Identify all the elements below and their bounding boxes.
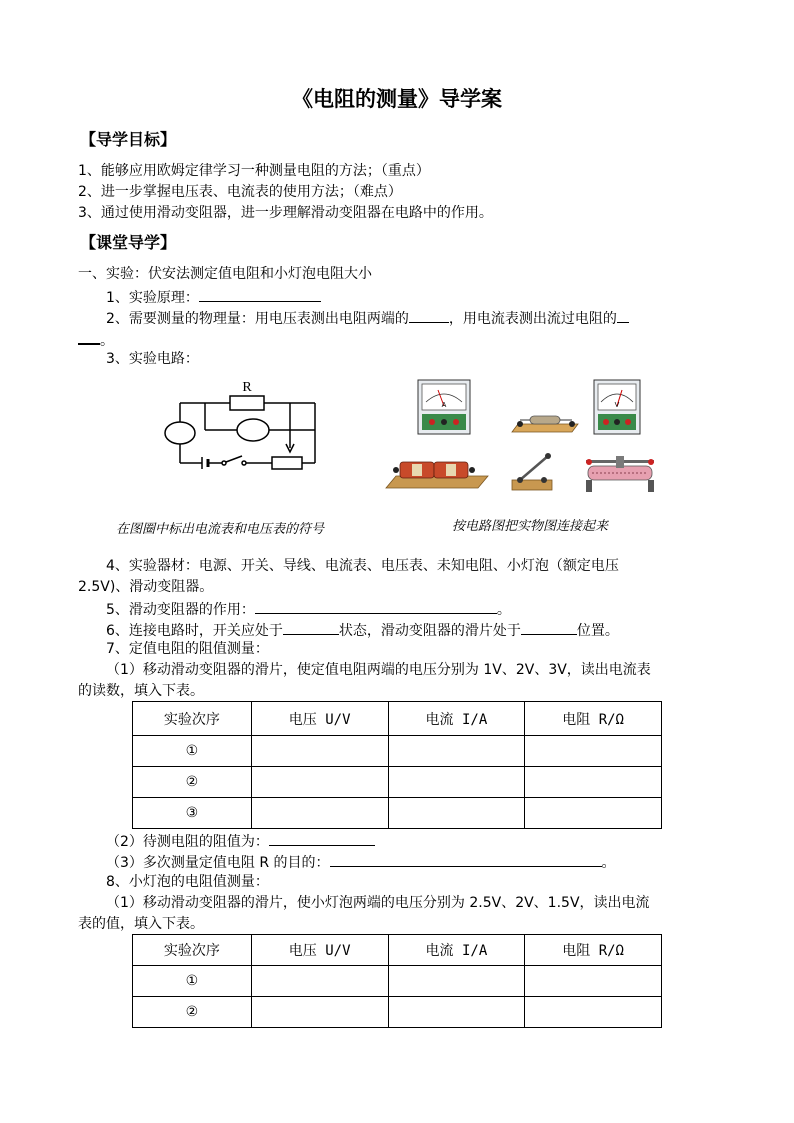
row-index-cell: ①: [133, 736, 252, 767]
voltage-blank[interactable]: [409, 308, 449, 323]
meter-circle-middle: [237, 419, 269, 441]
resistor-device: [512, 416, 578, 432]
current-input-cell[interactable]: [388, 767, 525, 798]
item-rheostat-role-end: 。: [496, 602, 511, 618]
table-header-cell: 电压 U/V: [251, 935, 388, 966]
table-row: [133, 966, 662, 997]
goal-item-2: 2、进一步掌握电压表、电流表的使用方法；（难点）: [78, 184, 402, 200]
caption-apparatus: 按电路图把实物图连接起来: [452, 519, 609, 534]
item-quantities: [106, 308, 629, 328]
goal-item-3: 3、通过使用滑动变阻器，进一步理解滑动变阻器在电路中的作用。: [78, 205, 493, 221]
current-input-cell[interactable]: [388, 997, 525, 1028]
resistance-input-cell[interactable]: [525, 767, 662, 798]
item-equipment-line1: 4、实验器材：电源、开关、导线、电流表、电压表、未知电阻、小灯泡（额定电压: [106, 558, 619, 574]
battery-device: [386, 462, 488, 488]
table-row: [133, 767, 662, 798]
item-lamp-step1-line1: （1）移动滑动变阻器的滑片，使小灯泡两端的电压分别为 2.5V、2V、1.5V，读出电流: [106, 895, 650, 911]
table-header-cell: 电阻 R/Ω: [525, 935, 662, 966]
table-header-cell: 实验次序: [133, 702, 252, 736]
item-connection: [106, 620, 619, 640]
row-index-cell: ②: [133, 997, 252, 1028]
resistance-input-cell[interactable]: [525, 736, 662, 767]
switch-device: [512, 453, 552, 490]
lamp-resistance-table: [132, 934, 662, 1028]
resistance-input-cell[interactable]: [525, 798, 662, 829]
ammeter-device: [418, 380, 470, 434]
principle-blank[interactable]: [199, 287, 321, 302]
item-equipment-line2: 2.5V)、滑动变阻器。: [78, 579, 214, 595]
caption-circuit: 在图圈中标出电流表和电压表的符号: [116, 522, 325, 537]
voltage-input-cell[interactable]: [251, 736, 388, 767]
current-input-cell[interactable]: [388, 966, 525, 997]
page-title: 《电阻的测量》导学案: [292, 87, 502, 111]
table-header-cell: 电流 I/A: [388, 702, 525, 736]
circuit-label-r: R: [242, 380, 252, 395]
fixed-resistor-table: [132, 701, 662, 829]
table-row: [133, 798, 662, 829]
item-principle-label: 1、实验原理：: [106, 290, 199, 306]
current-blank-start[interactable]: [617, 308, 629, 323]
table-header-cell: 电阻 R/Ω: [525, 702, 662, 736]
item-connection-text-c: 位置。: [576, 623, 619, 639]
item-fixed-step1-line1: （1）移动滑动变阻器的滑片，使定值电阻两端的电压分别为 1V、2V、3V，读出电流表: [106, 662, 651, 678]
apparatus-illustration: [382, 376, 672, 501]
table-header-row: [133, 935, 662, 966]
switch-state-blank[interactable]: [283, 620, 339, 635]
table-row: [133, 997, 662, 1028]
voltmeter-device: [594, 380, 640, 434]
item-lamp: 8、小灯泡的电阻值测量：: [106, 874, 269, 890]
item-fixed-step3-label: （3）多次测量定值电阻 R 的目的：: [106, 855, 330, 871]
rheostat-role-blank[interactable]: [255, 599, 497, 614]
voltage-input-cell[interactable]: [251, 966, 388, 997]
row-index-cell: ②: [133, 767, 252, 798]
purpose-blank[interactable]: [330, 852, 602, 867]
section-heading-goals: 【导学目标】: [80, 130, 177, 149]
item-quantities-text-a: 2、需要测量的物理量：用电压表测出电阻两端的: [106, 311, 409, 327]
item-fixed-step1-line2: 的读数，填入下表。: [78, 683, 204, 699]
section-heading-class: 【课堂导学】: [80, 233, 177, 252]
rheostat-device: [586, 456, 654, 492]
table-header-cell: 实验次序: [133, 935, 252, 966]
table-header-row: [133, 702, 662, 736]
item-fixed-resistor: 7、定值电阻的阻值测量：: [106, 641, 269, 657]
item-principle: [106, 287, 321, 307]
ammeter-label: A: [441, 402, 447, 409]
item-connection-text-b: 状态，滑动变阻器的滑片处于: [338, 623, 521, 639]
voltage-input-cell[interactable]: [251, 997, 388, 1028]
item-fixed-step3: [106, 852, 616, 872]
table-header-cell: 电压 U/V: [251, 702, 388, 736]
current-input-cell[interactable]: [388, 736, 525, 767]
resistor-symbol: [230, 396, 264, 410]
rheostat-symbol: [272, 457, 302, 469]
item-fixed-step2-label: （2）待测电阻的阻值为：: [106, 834, 269, 850]
item-lamp-step1-line2: 表的值，填入下表。: [78, 916, 204, 932]
resistance-input-cell[interactable]: [525, 966, 662, 997]
table-header-cell: 电流 I/A: [388, 935, 525, 966]
voltmeter-label: V: [614, 402, 620, 409]
item-quantities-end: 。: [100, 333, 114, 349]
item-quantities-cont: [78, 329, 114, 350]
circuit-diagram: [160, 378, 330, 473]
resistance-input-cell[interactable]: [525, 997, 662, 1028]
item-fixed-step3-end: 。: [601, 855, 616, 871]
row-index-cell: ③: [133, 798, 252, 829]
item-connection-text-a: 6、连接电路时，开关应处于: [106, 623, 283, 639]
item-rheostat-role-label: 5、滑动变阻器的作用：: [106, 602, 255, 618]
voltage-input-cell[interactable]: [251, 767, 388, 798]
table-row: [133, 736, 662, 767]
meter-circle-left: [165, 422, 195, 444]
item-rheostat-role: [106, 599, 511, 619]
item-quantities-text-b: ，用电流表测出流过电阻的: [448, 311, 617, 327]
goal-item-1: 1、能够应用欧姆定律学习一种测量电阻的方法；（重点）: [78, 163, 430, 179]
row-index-cell: ①: [133, 966, 252, 997]
item-fixed-step2: [106, 831, 375, 851]
resistance-value-blank[interactable]: [269, 831, 375, 846]
voltage-input-cell[interactable]: [251, 798, 388, 829]
slider-position-blank[interactable]: [521, 620, 577, 635]
current-blank-end[interactable]: [78, 329, 100, 345]
current-input-cell[interactable]: [388, 798, 525, 829]
part1-heading: 一、实验：伏安法测定值电阻和小灯泡电阻大小: [78, 266, 372, 282]
item-circuit: 3、实验电路：: [106, 351, 199, 367]
